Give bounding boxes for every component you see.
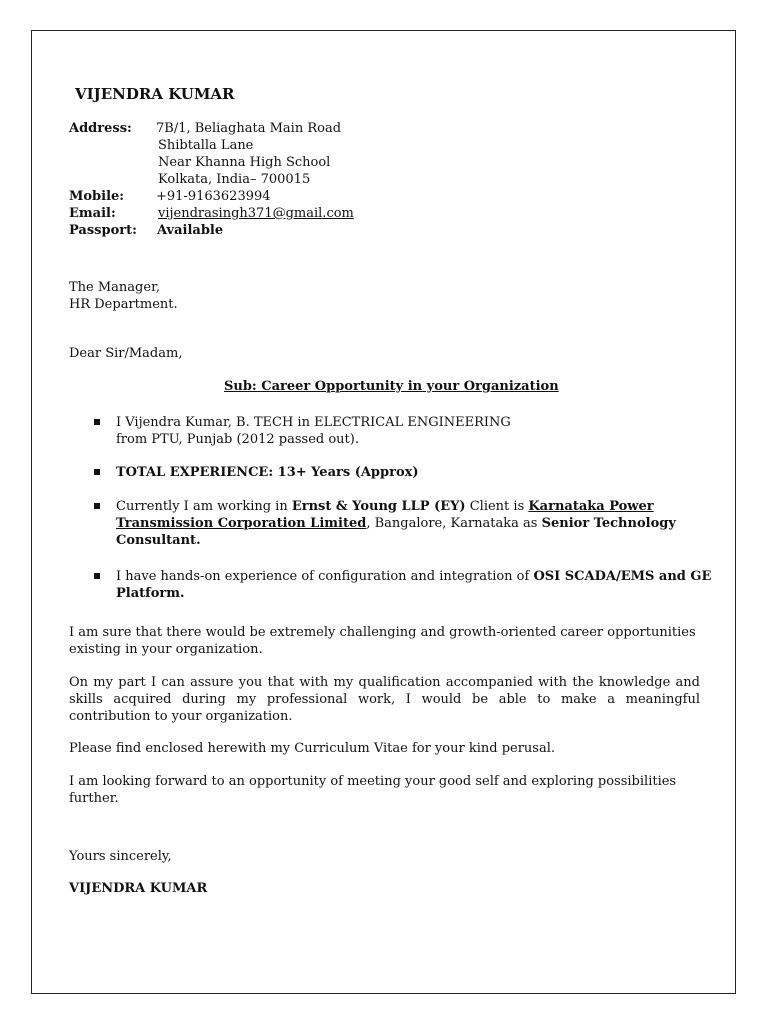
paragraph-4-line-2: further. [69, 791, 119, 806]
salutation: Dear Sir/Madam, [69, 346, 183, 361]
mobile-label: Mobile: [69, 189, 125, 204]
valediction: Yours sincerely, [69, 849, 172, 864]
paragraph-4-line-1: I am looking forward to an opportunity of meeting your good self and exploring possibilities [69, 774, 677, 789]
platform-names: OSI SCADA/EMS and GE [533, 569, 712, 584]
bullet-marker [94, 573, 100, 579]
email-label: Email: [69, 206, 116, 221]
bullet-4-line-1 [116, 568, 711, 585]
job-title: Senior Technology [541, 516, 676, 531]
recipient-line-1: The Manager, [69, 280, 160, 295]
bullet-3-text: Client is [465, 499, 529, 514]
paragraph-1-line-2: existing in your organization. [69, 642, 263, 657]
bullet-1-line-1: I Vijendra Kumar, B. TECH in ELECTRICAL ENGINEERING [116, 415, 511, 430]
address-line-2: Shibtalla Lane [158, 138, 254, 153]
paragraph-3: Please find enclosed herewith my Curriculum Vitae for your kind perusal. [69, 741, 556, 756]
address-line-1: 7B/1, Beliaghata Main Road [156, 121, 342, 136]
bullet-4-text: I have hands-on experience of configuration and integration of [116, 569, 534, 584]
address-label: Address: [69, 121, 132, 136]
mobile-number: +91-9163623994 [156, 189, 271, 204]
bullet-marker [94, 419, 100, 425]
bullet-3-line-1 [116, 498, 654, 515]
bullet-marker [94, 503, 100, 509]
bullet-3-text: Currently I am working in [116, 499, 292, 514]
recipient-line-2: HR Department. [69, 297, 178, 312]
signature-name: VIJENDRA KUMAR [69, 881, 208, 896]
passport-status: Available [157, 223, 224, 238]
subject-line: Sub: Career Opportunity in your Organization [224, 379, 559, 394]
bullet-2-total-experience: TOTAL EXPERIENCE: 13+ Years (Approx) [116, 465, 419, 480]
bullet-marker [94, 469, 100, 475]
bullet-3-text: , Bangalore, Karnataka as [366, 516, 542, 531]
platform-names: Platform. [116, 586, 185, 601]
client-name: Transmission Corporation Limited [116, 516, 367, 531]
email-link[interactable]: vijendrasingh371@gmail.com [158, 206, 354, 221]
paragraph-1-line-1: I am sure that there would be extremely challenging and growth-oriented career opportunities [69, 625, 696, 640]
bullet-3-line-2 [116, 515, 676, 532]
job-title: Consultant. [116, 533, 201, 548]
employer-name: Ernst & Young LLP (EY) [291, 499, 466, 514]
address-line-4: Kolkata, India– 700015 [158, 172, 311, 187]
client-name: Karnataka Power [528, 499, 654, 514]
passport-label: Passport: [69, 223, 137, 238]
bullet-1-line-2: from PTU, Punjab (2012 passed out). [116, 432, 359, 447]
paragraph-2: On my part I can assure you that with my qualification accompanied with the knowledge and skills acquired during my professional work, I would be able to make a meaningful contribution to your organization. [69, 675, 700, 724]
applicant-name: VIJENDRA KUMAR [75, 85, 235, 103]
address-line-3: Near Khanna High School [158, 155, 331, 170]
